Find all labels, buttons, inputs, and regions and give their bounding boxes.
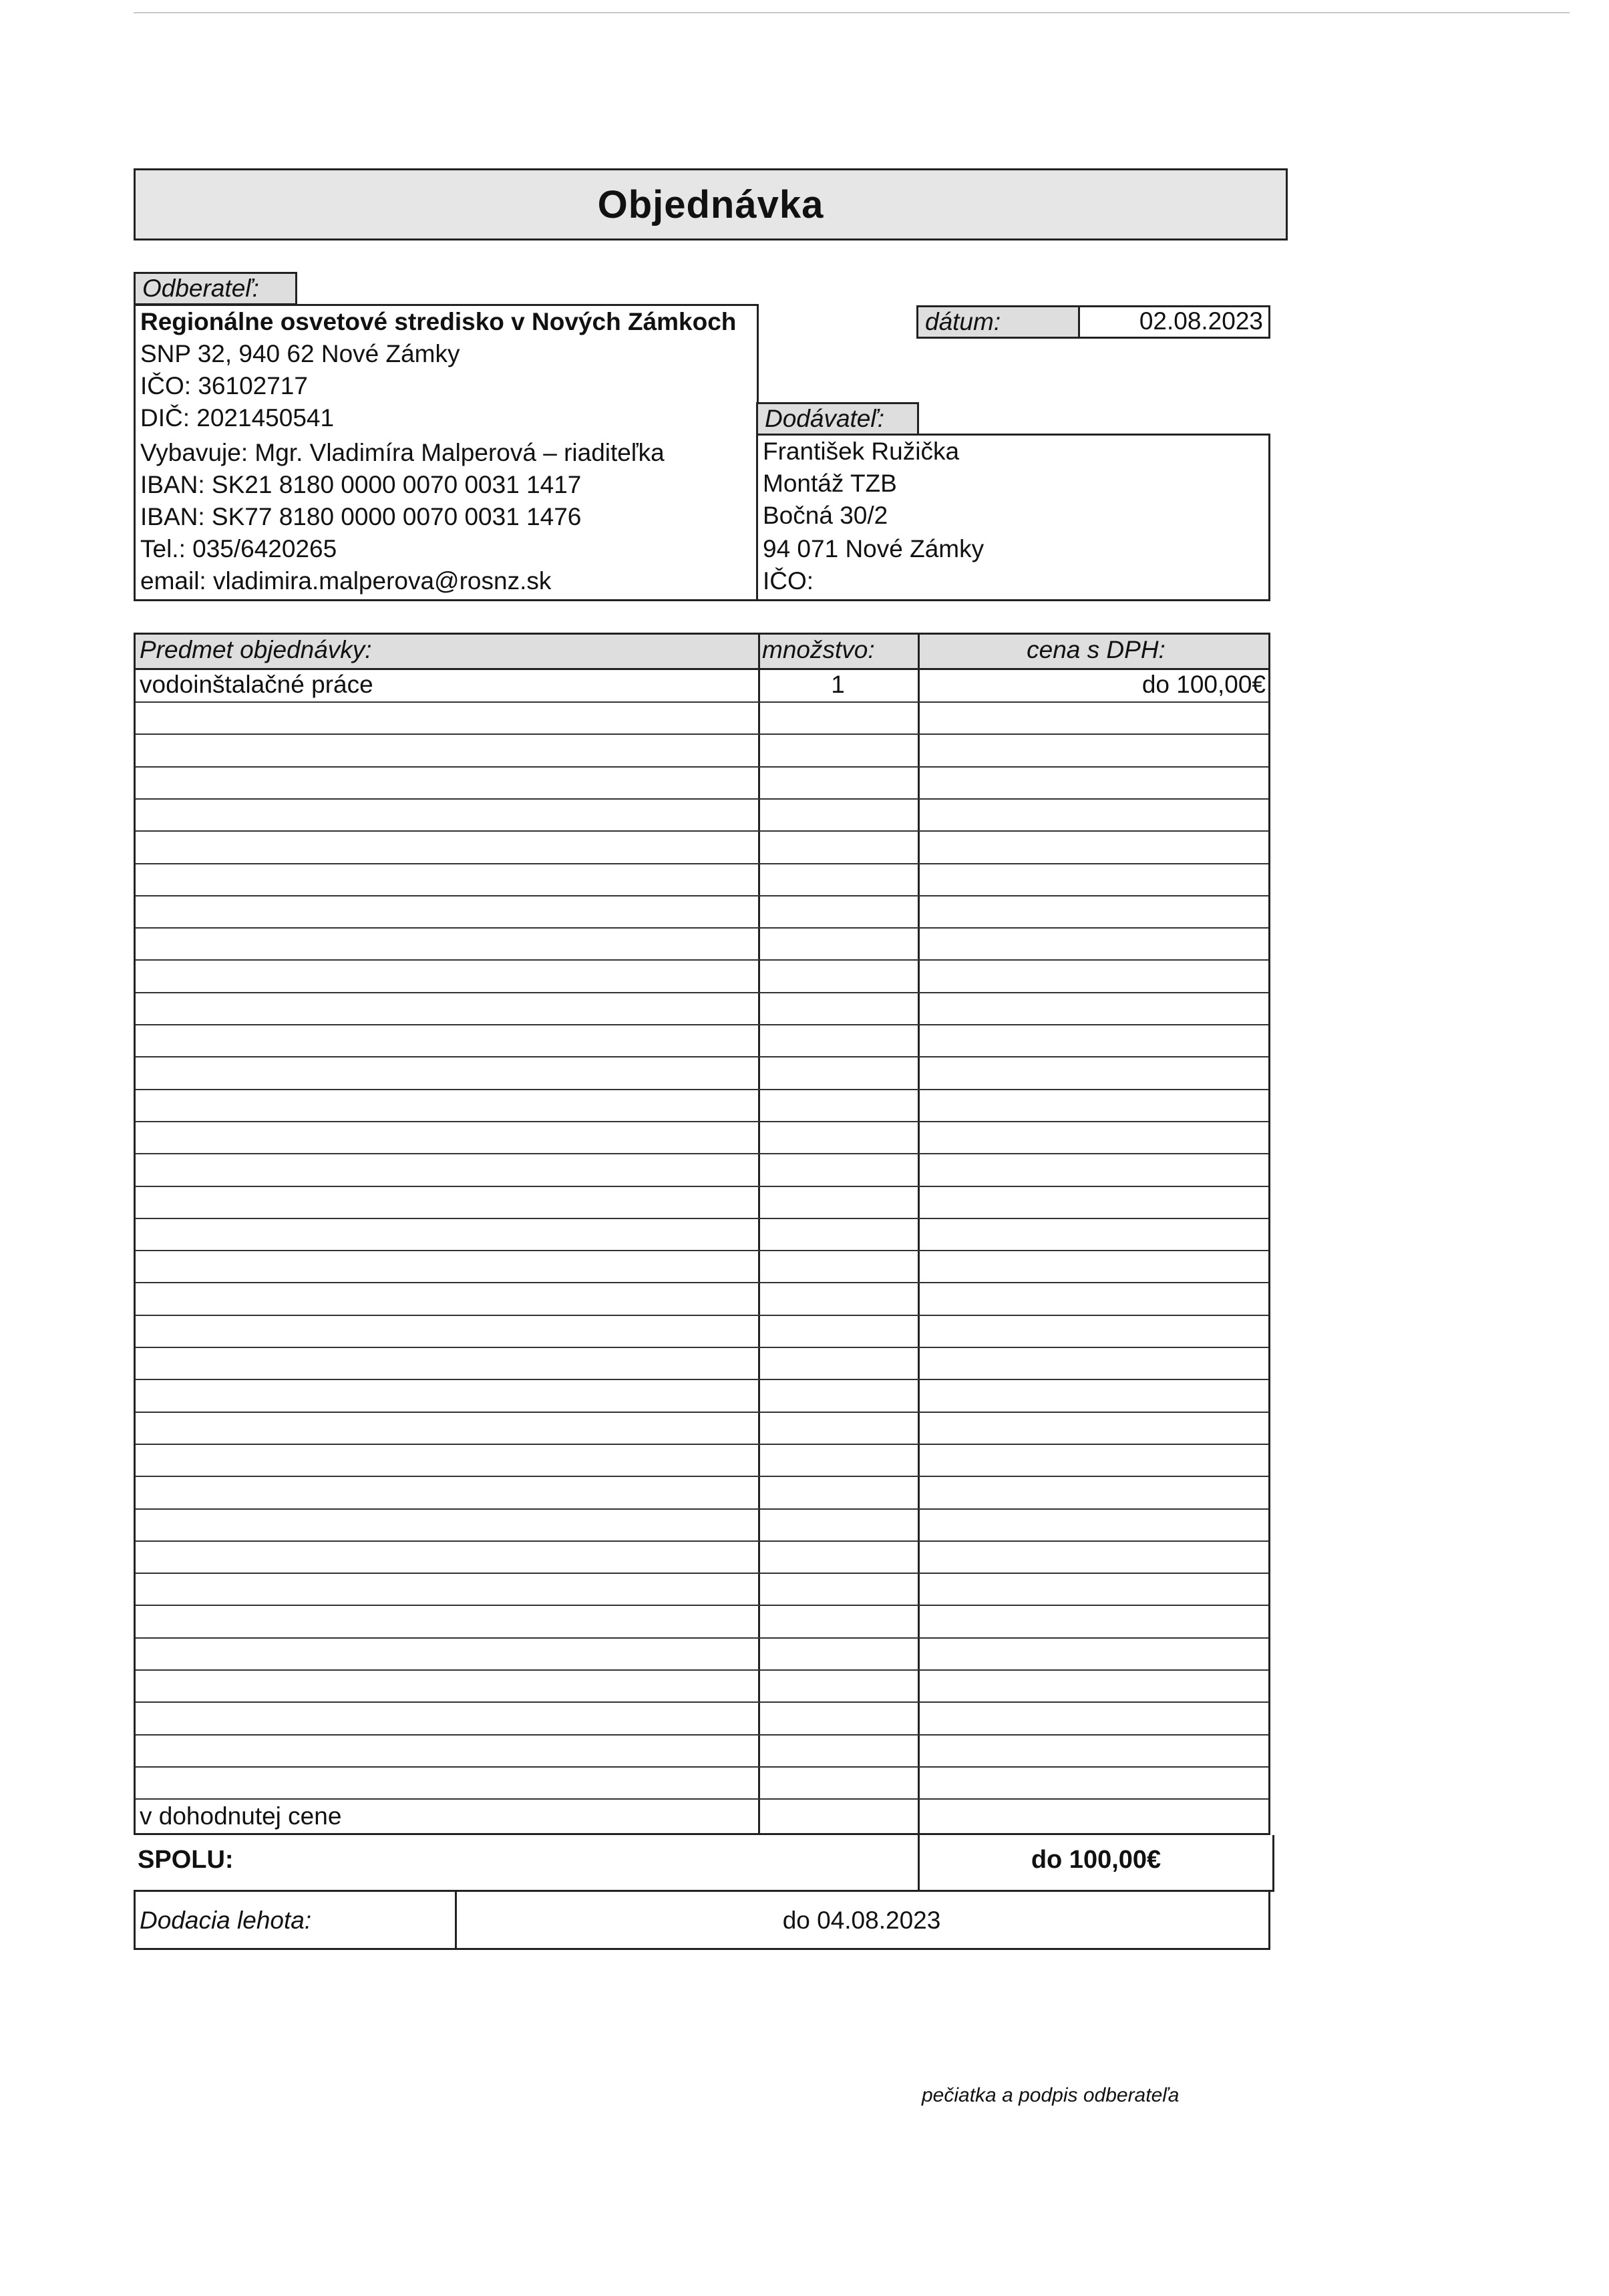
date-label-text: dátum: xyxy=(925,308,1001,335)
table-row-line xyxy=(136,1540,1268,1542)
table-row-line xyxy=(136,1669,1268,1671)
customer-address: SNP 32, 940 62 Nové Zámky xyxy=(140,340,460,367)
table-row-line xyxy=(136,1412,1268,1413)
table-row-line xyxy=(136,1701,1268,1703)
item-quantity: 1 xyxy=(831,671,845,698)
table-row-line xyxy=(136,1637,1268,1639)
item-subject: vodoinštalačné práce xyxy=(140,671,373,698)
total-row xyxy=(134,1835,1270,1890)
date-label xyxy=(916,305,1080,339)
table-row-line xyxy=(136,895,1268,896)
header-price: cena s DPH: xyxy=(1027,636,1166,663)
table-row-line xyxy=(136,1573,1268,1574)
table-row-line xyxy=(136,1153,1268,1154)
table-row-line xyxy=(136,1121,1268,1122)
table-row-line xyxy=(136,1798,1268,1800)
table-row-line xyxy=(136,1508,1268,1510)
table-row-line xyxy=(136,1282,1268,1283)
table-row-line xyxy=(136,733,1268,735)
table-row-line xyxy=(136,766,1268,768)
header-quantity: množstvo: xyxy=(762,636,875,663)
document-title xyxy=(134,168,1288,240)
table-row-line xyxy=(136,1476,1268,1477)
stamp-signature-note: pečiatka a podpis odberateľa xyxy=(922,2084,1180,2106)
document-title-text: Objednávka xyxy=(597,182,824,226)
supplier-city: 94 071 Nové Zámky xyxy=(763,535,985,562)
scan-edge-line xyxy=(134,12,1570,13)
supplier-ico: IČO: xyxy=(763,567,814,595)
table-row-line xyxy=(136,1444,1268,1445)
customer-label xyxy=(134,272,297,305)
table-row-line xyxy=(136,1056,1268,1057)
total-label: SPOLU: xyxy=(138,1846,234,1874)
table-row-line xyxy=(136,1089,1268,1090)
table-row-line xyxy=(136,1766,1268,1768)
total-value: do 100,00€ xyxy=(1031,1846,1161,1874)
delivery-value: do 04.08.2023 xyxy=(782,1907,941,1934)
supplier-label-text: Dodávateľ: xyxy=(765,405,885,432)
customer-label-text: Odberateľ: xyxy=(142,275,259,302)
supplier-trade: Montáž TZB xyxy=(763,470,897,497)
supplier-name: František Ružička xyxy=(763,438,960,465)
customer-contact: Vybavuje: Mgr. Vladimíra Malperová – riaditeľka xyxy=(140,439,665,466)
table-row-line xyxy=(136,959,1268,961)
table-row-line xyxy=(136,1605,1268,1606)
table-row-line xyxy=(136,1315,1268,1316)
delivery-label: Dodacia lehota: xyxy=(140,1907,312,1934)
table-row-line xyxy=(136,992,1268,993)
customer-phone: Tel.: 035/6420265 xyxy=(140,535,337,562)
table-row-line xyxy=(136,1186,1268,1187)
table-row-line xyxy=(136,1024,1268,1025)
customer-box xyxy=(134,304,759,601)
supplier-box xyxy=(756,434,1270,601)
delivery-row xyxy=(134,1890,1270,1950)
customer-iban-2: IBAN: SK77 8180 0000 0070 0031 1476 xyxy=(140,503,582,530)
date-value: 02.08.2023 xyxy=(1078,305,1270,339)
supplier-street: Bočná 30/2 xyxy=(763,502,888,529)
customer-dic: DIČ: 2021450541 xyxy=(140,404,335,432)
table-row-line xyxy=(136,1379,1268,1380)
table-row-line xyxy=(136,1734,1268,1736)
table-row-line xyxy=(136,863,1268,864)
column-divider-price xyxy=(918,635,920,1833)
items-footer-note: v dohodnutej cene xyxy=(140,1802,342,1830)
customer-iban-1: IBAN: SK21 8180 0000 0070 0031 1417 xyxy=(140,471,582,498)
header-subject: Predmet objednávky: xyxy=(140,636,372,663)
table-row-line xyxy=(136,701,1268,703)
total-value-box xyxy=(918,1835,1274,1892)
customer-email: email: vladimira.malperova@rosnz.sk xyxy=(140,567,552,595)
column-divider-quantity xyxy=(758,635,760,1833)
table-row-line xyxy=(136,830,1268,832)
table-row-line xyxy=(136,1218,1268,1219)
table-row-line xyxy=(136,927,1268,929)
customer-name: Regionálne osvetové stredisko v Nových Zámkoch xyxy=(140,308,737,335)
supplier-label xyxy=(756,402,919,436)
items-table xyxy=(134,633,1270,1835)
customer-ico: IČO: 36102717 xyxy=(140,372,308,399)
item-price: do 100,00€ xyxy=(1141,671,1266,698)
table-row-line xyxy=(136,1347,1268,1348)
table-row-line xyxy=(136,1250,1268,1251)
table-row-line xyxy=(136,798,1268,800)
